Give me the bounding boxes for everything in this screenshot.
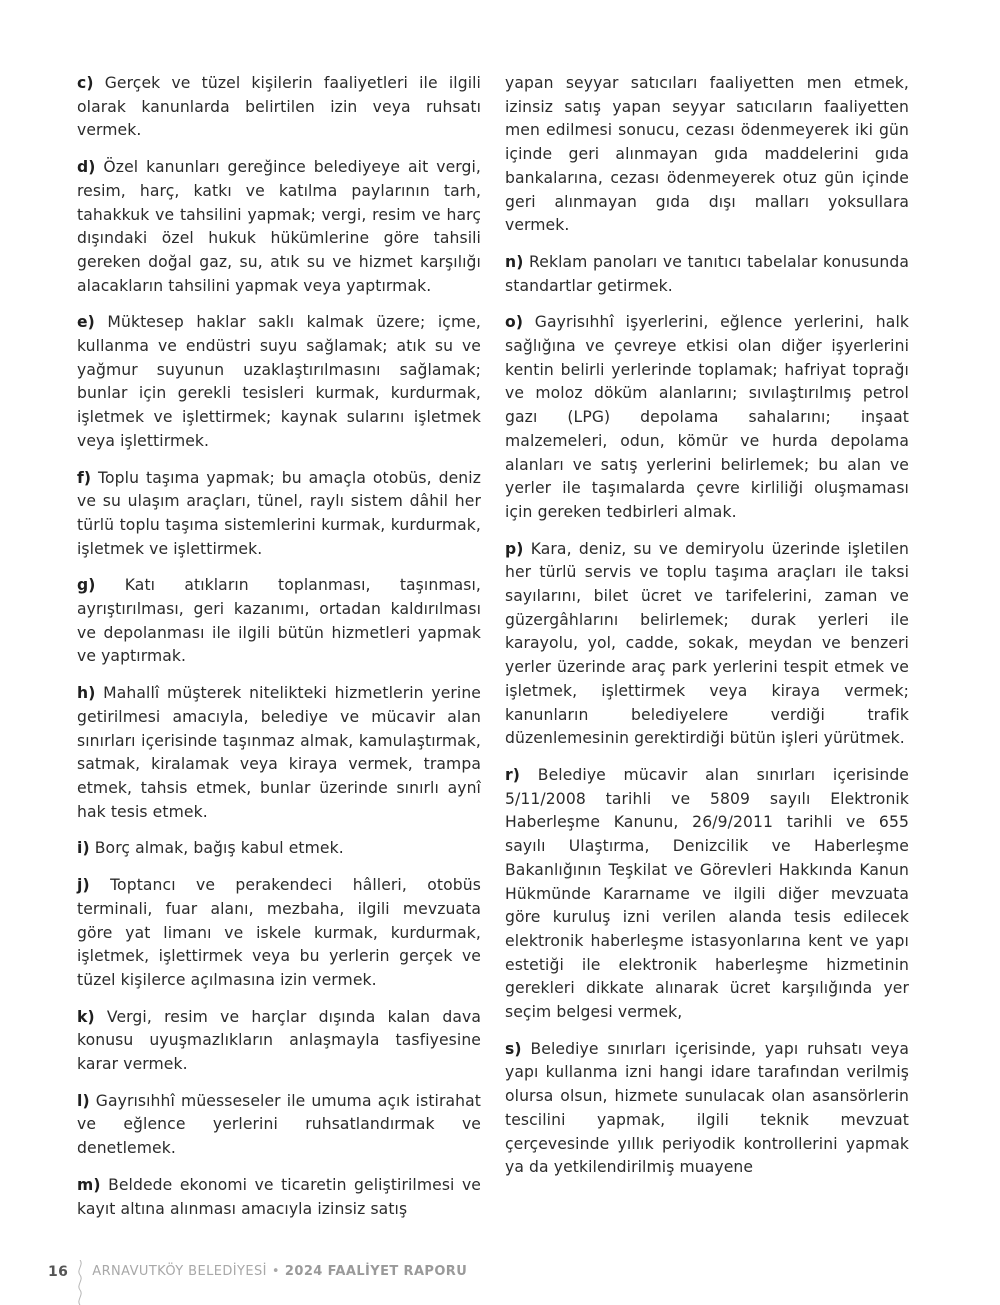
item-letter: p) bbox=[505, 539, 524, 558]
article-m bbox=[77, 1174, 481, 1221]
item-letter: i) bbox=[77, 839, 90, 858]
article-s bbox=[505, 1038, 909, 1180]
item-letter: c) bbox=[77, 74, 94, 92]
organization-name: ARNAVUTKÖY BELEDİYESİ bbox=[92, 1264, 267, 1279]
item-text: Toplu taşıma yapmak; bu amaçla otobüs, deniz ve su ulaşım araçları, tünel, raylı sistem dâhil her türlü toplu taşıma sistemlerini kurmak, kurdurmak, işletmek ve işlettirmek. bbox=[77, 468, 481, 558]
item-text: Gayrısıhhî müesseseler ile umuma açık istirahat ve eğlence yerlerini ruhsatlandırmak ve denetlemek. bbox=[77, 1091, 482, 1158]
item-text: Reklam panoları ve tanıtıcı tabelalar konusunda standartlar getirmek. bbox=[505, 252, 909, 295]
article-c bbox=[77, 72, 481, 143]
article-o bbox=[505, 311, 909, 524]
article-d bbox=[77, 156, 481, 298]
item-letter: o) bbox=[505, 313, 524, 332]
left-column bbox=[77, 72, 481, 1234]
item-text: Borç almak, bağış kabul etmek. bbox=[94, 839, 344, 858]
article-h bbox=[77, 682, 481, 824]
article-i bbox=[77, 837, 481, 861]
report-title: 2024 FAALİYET RAPORU bbox=[284, 1264, 468, 1279]
article-l bbox=[77, 1090, 481, 1161]
item-text: Gerçek ve tüzel kişilerin faaliyetleri ile ilgili olarak kanunlarda belirtilen izin veya ruhsatı vermek. bbox=[77, 74, 481, 140]
item-text: Kara, deniz, su ve demiryolu üzerinde işletilen her türlü servis ve toplu taşıma araçları ile taksi sayılarını, bilet ücret ve tarifelerini, zaman ve güzergâhlarını belirlemek; durak yerleri ile karayolu, yol, cadde, sokak, meydan ve benzeri yerler üzerinde araç park yerlerini tespit etmek ve işletmek, işlettirmek veya kiraya vermek; kanunların belediyelere verdiği trafik düzenlemesinin gerektirdiği bütün işleri yürütmek. bbox=[505, 539, 909, 748]
article-m-continued bbox=[505, 72, 909, 238]
item-letter: m) bbox=[77, 1175, 101, 1194]
item-text: Mahallî müşterek nitelikteki hizmetlerin yerine getirilmesi amacıyla, belediye ve mücavir alan sınırları içerisinde taşınmaz almak, kamulaştırmak, satmak, kiralamak veya kiraya vermek, trampa etmek, tahsis etmek, bunlar üzerinde sınırlı aynî hak tesis etmek. bbox=[77, 684, 482, 821]
item-text: Belediye mücavir alan sınırları içerisinde 5/11/2008 tarihli ve 5809 sayılı Elektronik Haberleşme Kanunu, 26/9/2011 tarihli ve 655 sayılı Ulaştırma, Denizcilik ve Haberleşme Bakanlığının Teşkilat ve Görevleri Hakkında Kanun Hükmünde Kararname ve ilgili diğer mevzuata göre kuruluş izni verilen alanda tesis edilecek elektronik haberleşme istasyonlarına kent ve yapı estetiği ile elektronik haberleşme hizmetinin gerekleri dikkate alınarak ücret karşılığında yer seçim belgesi vermek, bbox=[505, 765, 910, 1022]
article-r bbox=[505, 764, 909, 1025]
item-text: Özel kanunları gereğince belediyeye ait vergi, resim, harç, katkı ve katılma paylarının tarh, tahakkuk ve tahsilini yapmak; vergi, resim ve harç dışındaki özel hukuk hükümlerine göre tahsili gereken doğal gaz, su, atık su ve hizmet karşılığı alacakların tahsilini yapmak veya yaptırmak. bbox=[77, 158, 481, 295]
footer-separator: • bbox=[271, 1264, 280, 1279]
item-text: Gayrisıhhî işyerlerini, eğlence yerlerini, halk sağlığına ve çevreye etkisi olan diğer işyerlerini kentin belirli yerlerinde toplamak; hafriyat toprağı ve moloz döküm alanlarını; sıvılaştırılmış petrol gazı (LPG) depolama sahalarını; inşaat malzemeleri, odun, kömür ve hurda depolama alanları ve satış yerlerini belirlemek; bu alan ve yerler ile taşımalarda çevre kirliliği oluşmaması için gereken tedbirleri almak. bbox=[505, 313, 910, 521]
article-f bbox=[77, 467, 481, 562]
article-e bbox=[77, 311, 481, 453]
wave-divider-icon bbox=[76, 1260, 84, 1305]
item-letter: k) bbox=[77, 1007, 95, 1026]
item-letter: j) bbox=[77, 876, 90, 895]
article-k bbox=[77, 1006, 481, 1077]
item-text: Toptancı ve perakendeci hâlleri, otobüs terminali, fuar alanı, mezbaha, ilgili mevzuata göre yat limanı ve iskele kurmak, kurdurmak, işletmek, işlettirmek veya bu yerlerin gerçek ve tüzel kişilerce açılmasına izin vermek. bbox=[77, 876, 481, 989]
article-n bbox=[505, 251, 909, 298]
item-letter: s) bbox=[505, 1039, 522, 1058]
item-letter: l) bbox=[77, 1091, 90, 1110]
item-text: Beldede ekonomi ve ticaretin geliştirilmesi ve kayıt altına alınması amacıyla izinsiz satış bbox=[77, 1175, 481, 1218]
item-letter: f) bbox=[77, 468, 92, 487]
page-number: 16 bbox=[48, 1263, 69, 1280]
item-letter: g) bbox=[77, 576, 96, 595]
item-letter: n) bbox=[505, 252, 524, 271]
item-letter: r) bbox=[505, 765, 521, 784]
article-j bbox=[77, 874, 481, 993]
right-column bbox=[505, 72, 909, 1193]
item-text: Vergi, resim ve harçlar dışında kalan dava konusu uyuşmazlıkların anlaşmayla tasfiyesine karar vermek. bbox=[77, 1007, 481, 1074]
item-letter: h) bbox=[77, 684, 96, 703]
item-letter: e) bbox=[77, 313, 95, 332]
page-footer bbox=[48, 1238, 467, 1305]
item-text: Müktesep haklar saklı kalmak üzere; içme, kullanma ve endüstri suyu sağlamak; atık su ve yağmur suyunun uzaklaştırılmasını sağlamak; bunlar için gerekli tesisleri kurmak, kurdurmak, işletmek ve işlettirmek; kaynak sularını işletmek veya işlettirmek. bbox=[77, 313, 481, 450]
item-text: Belediye sınırları içerisinde, yapı ruhsatı veya yapı kullanma izni hangi idare tarafından verilmiş olursa olsun, hizmete sunulacak olan asansörlerin tescilini yapmak, ilgili teknik mevzuat çerçevesinde yıllık periyodik kontrollerini yapmak ya da yetkilendirilmiş muayene bbox=[505, 1039, 909, 1177]
article-g bbox=[77, 574, 481, 669]
item-text: yapan seyyar satıcıları faaliyetten men etmek, izinsiz satış yapan seyyar satıcıların faaliyetten men edilmesi sonucu, cezası ödenmeyerek iki gün içinde geri alınmayan gıda maddelerini gıda bankalarına, cezası ödenmeyerek otuz gün içinde geri alınmayan gıda dışı malları yoksullara vermek. bbox=[505, 74, 909, 235]
item-letter: d) bbox=[77, 158, 96, 177]
item-text: Katı atıkların toplanması, taşınması, ayrıştırılması, geri kazanımı, ortadan kaldırılması ve depolanması ile ilgili bütün hizmetleri yapmak ve yaptırmak. bbox=[77, 576, 481, 666]
article-p bbox=[505, 538, 909, 751]
